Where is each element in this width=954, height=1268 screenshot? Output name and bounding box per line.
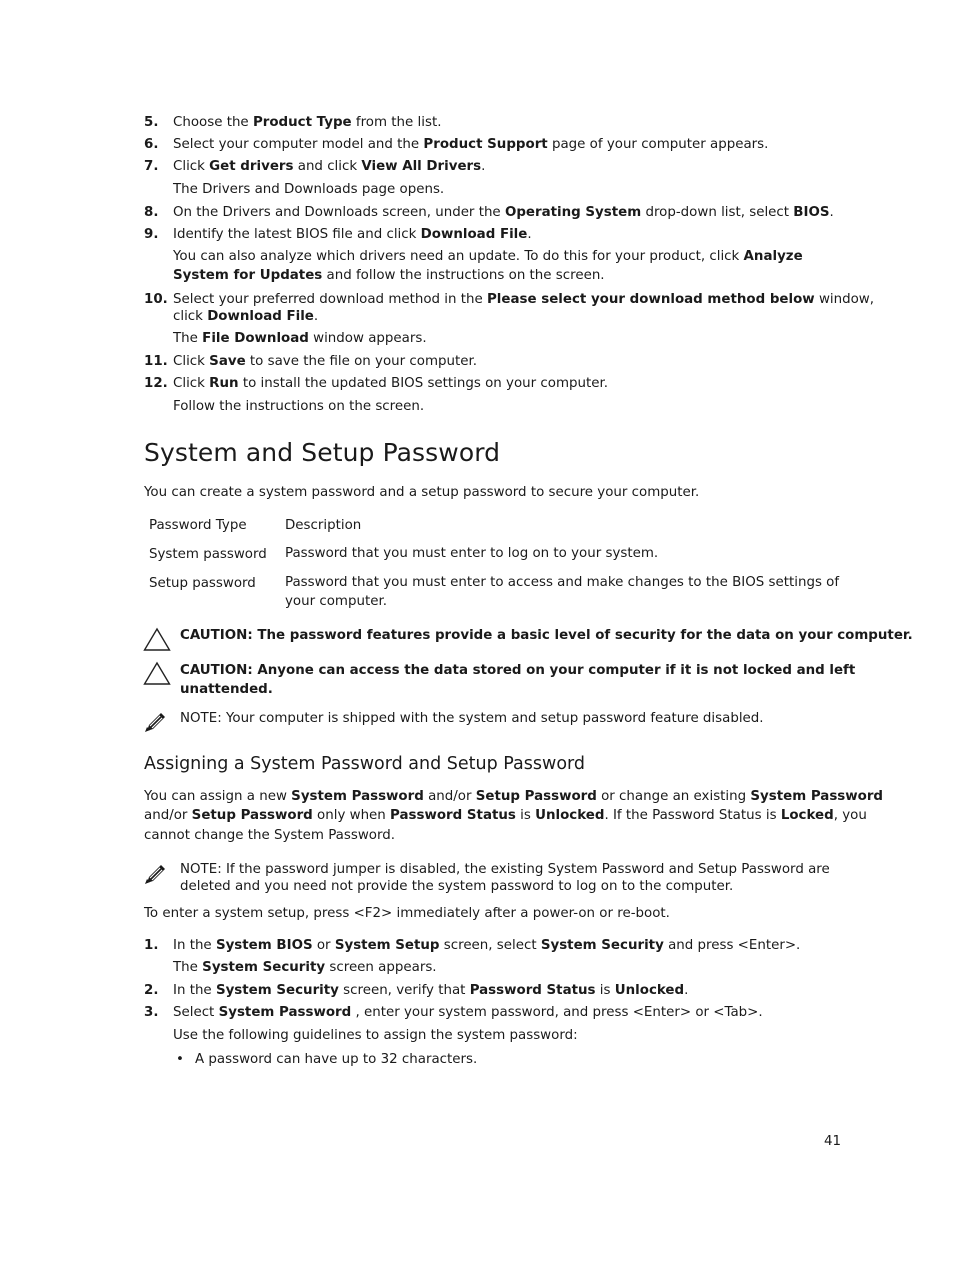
text-run: On the Drivers and Downloads screen, under the xyxy=(173,205,505,220)
top-step-number: 12. xyxy=(144,376,168,391)
bottom-step-text xyxy=(173,958,437,977)
text-run: The Drivers and Downloads page opens. xyxy=(173,182,445,197)
text-run: Use the following guidelines to assign the system password: xyxy=(173,1028,578,1043)
note-pencil-icon xyxy=(144,863,166,885)
text-run: page of your computer appears. xyxy=(547,137,769,152)
bold-term: Operating System xyxy=(504,205,642,220)
text-run: . xyxy=(313,309,319,324)
bold-term: Password Status xyxy=(390,808,516,823)
table-cell: your computer. xyxy=(285,594,387,609)
bold-term: System Setup xyxy=(334,938,440,953)
text-run: Select your preferred download method in the xyxy=(173,292,487,307)
top-step-text xyxy=(173,247,803,266)
text-run: to save the file on your computer. xyxy=(245,354,478,369)
text-run: or change an existing xyxy=(596,789,751,804)
bold-term: Unlocked xyxy=(614,983,685,998)
text-run: . xyxy=(527,227,532,242)
table-cell: Setup password xyxy=(149,576,256,591)
paragraph-line xyxy=(144,826,395,845)
text-run: and follow the instructions on the screen. xyxy=(322,268,605,283)
table-cell: Password that you must enter to log on to your system. xyxy=(285,546,659,561)
bold-term: System Password xyxy=(218,1005,352,1020)
note-text: NOTE: Your computer is shipped with the system and setup password feature disabled. xyxy=(180,711,764,726)
top-step-text xyxy=(173,135,768,154)
bold-term: Please select your download method below xyxy=(486,292,815,307)
text-run: In the xyxy=(173,938,216,953)
top-step-number: 11. xyxy=(144,354,168,369)
bold-term: Product Type xyxy=(252,115,352,130)
top-step-text xyxy=(173,397,424,416)
caution-triangle-icon xyxy=(143,661,171,686)
top-step-text xyxy=(173,225,532,244)
bold-term: View All Drivers xyxy=(361,159,482,174)
text-run: You can also analyze which drivers need an update. To do this for your product, click xyxy=(173,249,744,264)
bold-term: System Password xyxy=(291,789,424,804)
top-step-text xyxy=(173,352,477,371)
caution-text: unattended. xyxy=(180,682,273,697)
text-run: Click xyxy=(173,159,210,174)
enter-setup-text: To enter a system setup, press <F2> immediately after a power-on or re-boot. xyxy=(144,906,670,921)
top-step-text xyxy=(173,157,485,176)
text-run: , enter your system password, and press <Enter> or <Tab>. xyxy=(351,1005,763,1020)
text-run: window, xyxy=(814,292,875,307)
note-pencil-icon xyxy=(144,711,166,733)
bottom-step-text xyxy=(173,981,688,1000)
bold-term: System Password xyxy=(750,789,884,804)
text-run: cannot change the System Password. xyxy=(144,828,396,843)
text-run: Click xyxy=(173,376,210,391)
bold-term: Run xyxy=(209,376,239,391)
caution-text: CAUTION: Anyone can access the data stored on your computer if it is not locked and left xyxy=(180,663,856,678)
top-step-number: 10. xyxy=(144,292,168,307)
note-text: NOTE: If the password jumper is disabled, the existing System Password and Setup Password are xyxy=(180,862,830,877)
top-step-text xyxy=(173,374,608,393)
table-header-type: Password Type xyxy=(149,518,247,533)
bold-term: Product Support xyxy=(423,137,548,152)
bold-term: Password Status xyxy=(469,983,596,998)
text-run: . xyxy=(684,983,689,998)
bold-term: Get drivers xyxy=(209,159,294,174)
text-run: . xyxy=(481,159,486,174)
text-run: Click xyxy=(173,354,210,369)
bold-term: Download File xyxy=(207,309,314,324)
top-step-text xyxy=(173,113,441,132)
bold-term: Locked xyxy=(780,808,834,823)
bold-term: File Download xyxy=(202,331,309,346)
bold-term: Setup Password xyxy=(475,789,597,804)
bullet-symbol: • xyxy=(176,1052,184,1067)
text-run: or xyxy=(312,938,335,953)
top-step-text xyxy=(173,307,318,326)
text-run: drop-down list, select xyxy=(641,205,794,220)
caution-triangle-icon xyxy=(143,627,171,652)
bottom-step-number: 2. xyxy=(144,983,159,998)
table-header-description: Description xyxy=(285,518,362,533)
top-step-number: 7. xyxy=(144,159,159,174)
bold-term: Setup Password xyxy=(191,808,313,823)
text-run: The xyxy=(173,331,203,346)
text-run: is xyxy=(595,983,615,998)
caution-text: CAUTION: The password features provide a basic level of security for the data on your computer. xyxy=(180,628,913,643)
bold-term: Download File xyxy=(420,227,528,242)
text-run: screen appears. xyxy=(325,960,437,975)
text-run: , you xyxy=(833,808,867,823)
text-run: Choose the xyxy=(173,115,253,130)
bold-term: Unlocked xyxy=(535,808,605,823)
text-run: to install the updated BIOS settings on your computer. xyxy=(238,376,609,391)
subsection-title: Assigning a System Password and Setup Password xyxy=(144,754,586,774)
top-step-number: 9. xyxy=(144,227,159,242)
text-run: In the xyxy=(173,983,216,998)
bullet-text: A password can have up to 32 characters. xyxy=(195,1052,478,1067)
text-run: and press <Enter>. xyxy=(663,938,801,953)
top-step-number: 8. xyxy=(144,205,159,220)
table-cell: System password xyxy=(149,547,267,562)
text-run: and/or xyxy=(423,789,476,804)
text-run: from the list. xyxy=(351,115,442,130)
text-run: Follow the instructions on the screen. xyxy=(173,399,425,414)
bold-term: System Security xyxy=(540,938,664,953)
text-run: window appears. xyxy=(308,331,427,346)
top-step-text xyxy=(173,266,605,285)
text-run: You can assign a new xyxy=(144,789,292,804)
bold-term: System Security xyxy=(215,983,339,998)
bottom-step-text xyxy=(173,1003,763,1022)
paragraph-line xyxy=(144,806,867,825)
bottom-step-text xyxy=(173,1026,578,1045)
bold-term: System for Updates xyxy=(173,268,323,283)
table-cell: Password that you must enter to access and make changes to the BIOS settings of xyxy=(285,575,840,590)
top-step-number: 5. xyxy=(144,115,159,130)
text-run: The xyxy=(173,960,203,975)
section-intro: You can create a system password and a setup password to secure your computer. xyxy=(144,485,700,500)
text-run: Identify the latest BIOS file and click xyxy=(173,227,421,242)
text-run: click xyxy=(173,309,208,324)
bold-term: System Security xyxy=(202,960,326,975)
page-number: 41 xyxy=(824,1134,842,1149)
top-step-number: 6. xyxy=(144,137,159,152)
text-run: screen, verify that xyxy=(338,983,470,998)
note-text: deleted and you need not provide the system password to log on to the computer. xyxy=(180,879,734,894)
bold-term: Save xyxy=(209,354,246,369)
text-run: is xyxy=(515,808,536,823)
bottom-step-number: 1. xyxy=(144,938,159,953)
bold-term: Analyze xyxy=(743,249,803,264)
text-run: Select your computer model and the xyxy=(173,137,424,152)
top-step-text xyxy=(173,329,427,348)
paragraph-line xyxy=(144,787,883,806)
text-run: and/or xyxy=(144,808,192,823)
bold-term: System BIOS xyxy=(215,938,313,953)
text-run: only when xyxy=(312,808,391,823)
top-step-text xyxy=(173,203,834,222)
bottom-step-text xyxy=(173,936,800,955)
bold-term: BIOS xyxy=(793,205,830,220)
section-title: System and Setup Password xyxy=(144,438,501,467)
text-run: Select xyxy=(173,1005,219,1020)
bottom-step-number: 3. xyxy=(144,1005,159,1020)
top-step-text xyxy=(173,180,444,199)
text-run: . xyxy=(829,205,834,220)
text-run: screen, select xyxy=(439,938,541,953)
text-run: and click xyxy=(293,159,362,174)
text-run: . If the Password Status is xyxy=(604,808,781,823)
